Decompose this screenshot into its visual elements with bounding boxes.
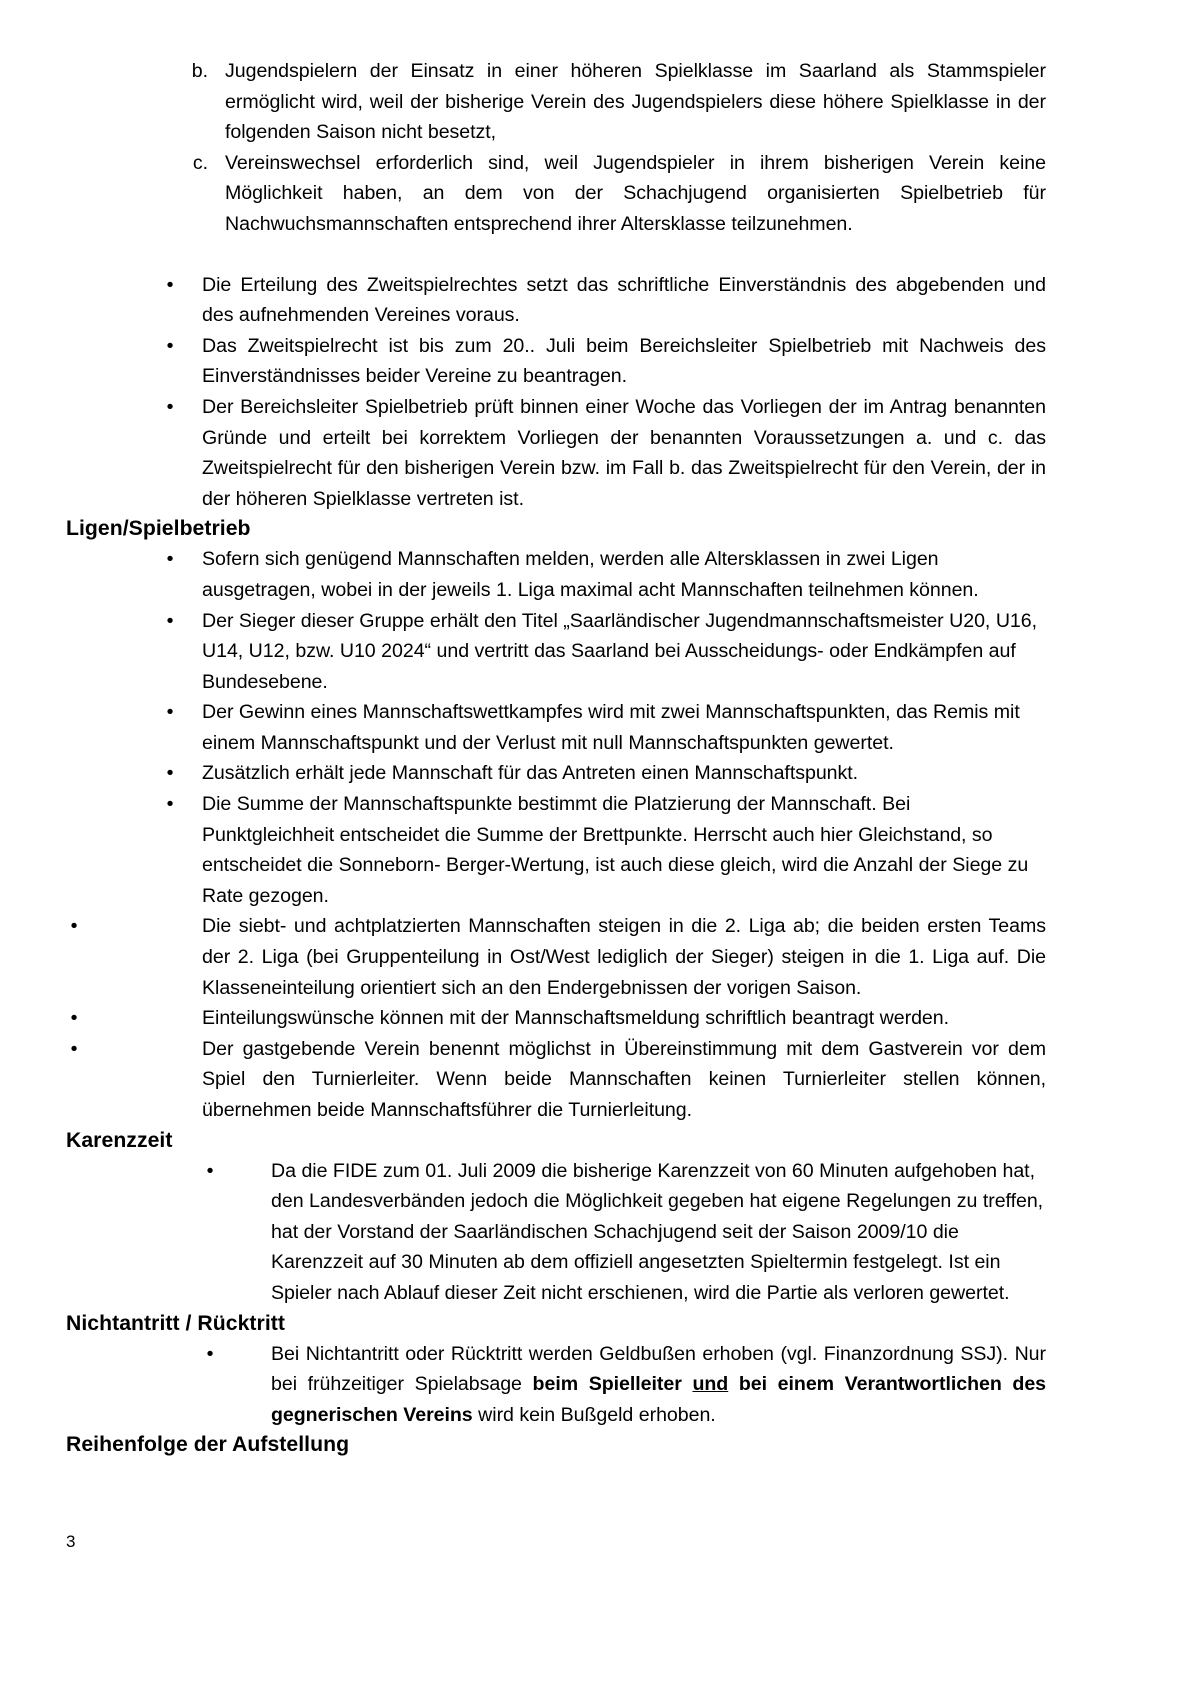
list-item xyxy=(66,1034,1046,1126)
list-item-text: Einteilungswünsche können mit der Mannschaftsmeldung schriftlich beantragt werden. xyxy=(202,1007,950,1030)
bullet-point-icon: • xyxy=(70,915,78,938)
list-item-text: Das Zweitspielrecht ist bis zum 20.. Juli beim Bereichsleiter Spielbetrieb mit Nachweis des Einverständnisses beider Vereine zu beantragen. xyxy=(202,334,1046,388)
list-item-text: Zusätzlich erhält jede Mannschaft für das Antreten einen Mannschaftspunkt. xyxy=(202,762,859,785)
bullet-point-icon: • xyxy=(166,395,174,418)
list-item xyxy=(172,56,1046,148)
list-item-text-b: Jugendspielern der Einsatz in einer höheren Spielklasse im Saarland als Stammspieler ermöglicht wird, weil der bisherige Verein des Jugendspielers diese höhere Spielklasse in der folgenden Saison nicht besetzt, xyxy=(225,60,1046,144)
list-item-text: Der gastgebende Verein benennt möglichst in Übereinstimmung mit dem Gastverein vor dem Spiel den Turnierleiter. Wenn beide Mannschaften keinen Turnierleiter stellen können, übernehmen beide Mannschaftsführer die Turnierleitung. xyxy=(202,1037,1046,1121)
heading-ligen-spielbetrieb: Ligen/Spielbetrieb xyxy=(66,517,251,541)
heading-reihenfolge-der-aufstellung: Reihenfolge der Aufstellung xyxy=(66,1433,350,1457)
list-item xyxy=(66,1003,1046,1034)
ligen-bullet-list xyxy=(66,544,1046,911)
nichtantritt-bullet-list xyxy=(66,1339,1046,1431)
text-run-bold-2: bei einem Verantwortlichen des gegnerischen Vereins xyxy=(271,1373,1047,1426)
zweitspielrecht-bullet-list xyxy=(66,270,1046,515)
text-run-bold-underline: und xyxy=(692,1373,729,1396)
list-item-text-c: Vereinswechsel erforderlich sind, weil Jugendspieler in ihrem bisherigen Verein keine Möglichkeit haben, an dem von der Schachjugend organisierten Spielbetrieb für Nachwuchsmannschaften entsprechend ihrer Altersklasse teilzunehmen. xyxy=(225,151,1046,235)
list-item-text: Der Gewinn eines Mannschaftswettkampfes wird mit zwei Mannschaftspunkten, das Remis mit einem Mannschaftspunkt und der Verlust mit null Mannschaftspunkten gewertet. xyxy=(202,701,1020,754)
list-item-text: Die siebt- und achtplatzierten Mannschaften steigen in die 2. Liga ab; die beiden ersten Teams der 2. Liga (bei Gruppenteilung in Ost/West lediglich der Sieger) steigen in die 1. Liga auf. Die Klasseneinteilung orientiert sich an den Endergebnissen der vorigen Saison. xyxy=(202,915,1046,999)
bullet-point-icon: • xyxy=(166,273,174,296)
bullet-point-icon: • xyxy=(70,1007,78,1030)
list-item xyxy=(66,392,1046,514)
list-item xyxy=(66,270,1046,331)
list-item xyxy=(66,1156,1046,1309)
list-item xyxy=(66,331,1046,392)
list-item xyxy=(66,911,1046,1003)
bullet-point-icon: • xyxy=(166,609,174,632)
heading-karenzzeit: Karenzzeit xyxy=(66,1128,173,1152)
bullet-point-icon: • xyxy=(166,334,174,357)
page-number: 3 xyxy=(66,1532,76,1551)
bullet-point-icon: • xyxy=(70,1037,78,1060)
bullet-point-icon: • xyxy=(166,701,174,724)
heading-nichtantritt-ruecktritt: Nichtantritt / Rücktritt xyxy=(66,1311,285,1335)
list-item xyxy=(66,758,1046,789)
list-item-text: Der Sieger dieser Gruppe erhält den Titel „Saarländischer Jugendmannschaftsmeister U20, U16, U14, U12, bzw. U10 2024“ und vertritt das Saarland bei Ausscheidungs- oder Endkämpfen auf Bundesebene. xyxy=(202,609,1038,693)
list-item xyxy=(66,1339,1046,1431)
list-item xyxy=(66,697,1046,758)
page-content xyxy=(66,56,1046,1460)
list-item-text: Die Erteilung des Zweitspielrechtes setzt das schriftliche Einverständnis des abgebenden und des aufnehmenden Vereines voraus. xyxy=(202,273,1046,327)
ligen-bullet-list-outdented xyxy=(66,911,1046,1125)
alpha-list-continuation xyxy=(66,56,1046,240)
list-item-text: Da die FIDE zum 01. Juli 2009 die bisherige Karenzzeit von 60 Minuten aufgehoben hat, den Landesverbänden jedoch die Möglichkeit gegeben hat eigene Regelungen zu treffen, hat der Vorstand der Saarländischen Schachjugend seit der Saison 2009/10 die Karenzzeit auf 30 Minuten ab dem offiziell angesetzten Spieltermin festgelegt. Ist ein Spieler nach Ablauf dieser Zeit nicht erschienen, wird die Partie als verloren gewertet. xyxy=(271,1159,1044,1304)
list-item-text: Sofern sich genügend Mannschaften melden, werden alle Altersklassen in zwei Ligen ausgetragen, wobei in der jeweils 1. Liga maximal acht Mannschaften teilnehmen können. xyxy=(202,548,979,601)
text-run-normal-2: wird kein Bußgeld erhoben. xyxy=(472,1403,716,1426)
list-item-text: Die Summe der Mannschaftspunkte bestimmt die Platzierung der Mannschaft. Bei Punktgleichheit entscheidet die Summe der Brettpunkte. Herrscht auch hier Gleichstand, so entscheidet die Sonneborn- Berger-Wertung, ist auch diese gleich, wird die Anzahl der Siege zu Rate gezogen. xyxy=(202,793,1029,907)
list-marker-c: c. xyxy=(192,151,208,174)
list-item xyxy=(66,789,1046,911)
bullet-point-icon: • xyxy=(206,1342,214,1365)
list-marker-b: b. xyxy=(191,60,208,82)
bullet-point-icon: • xyxy=(206,1159,214,1182)
list-item-text: Der Bereichsleiter Spielbetrieb prüft binnen einer Woche das Vorliegen der im Antrag benannten Gründe und erteilt bei korrektem Vorliegen der benannten Voraussetzungen a. und c. das Zweitspielrecht für den bisherigen Verein bzw. im Fall b. das Zweitspielrecht für den Verein, der in der höheren Spielklasse vertreten ist. xyxy=(202,395,1046,510)
text-run-bold: beim Spielleiter xyxy=(532,1373,693,1396)
list-item xyxy=(66,606,1046,698)
list-item xyxy=(172,148,1046,240)
list-item-text xyxy=(271,1339,1046,1431)
bullet-point-icon: • xyxy=(166,793,174,816)
bullet-point-icon: • xyxy=(166,548,174,571)
bullet-point-icon: • xyxy=(166,762,174,785)
list-item xyxy=(66,544,1046,605)
karenzzeit-bullet-list xyxy=(66,1156,1046,1309)
text-run-normal: Bei Nichtantritt oder Rücktritt werden Geldbußen erhoben (vgl. Finanzordnung SSJ). Nur bei frühzeitiger Spielabsage xyxy=(271,1342,1046,1396)
